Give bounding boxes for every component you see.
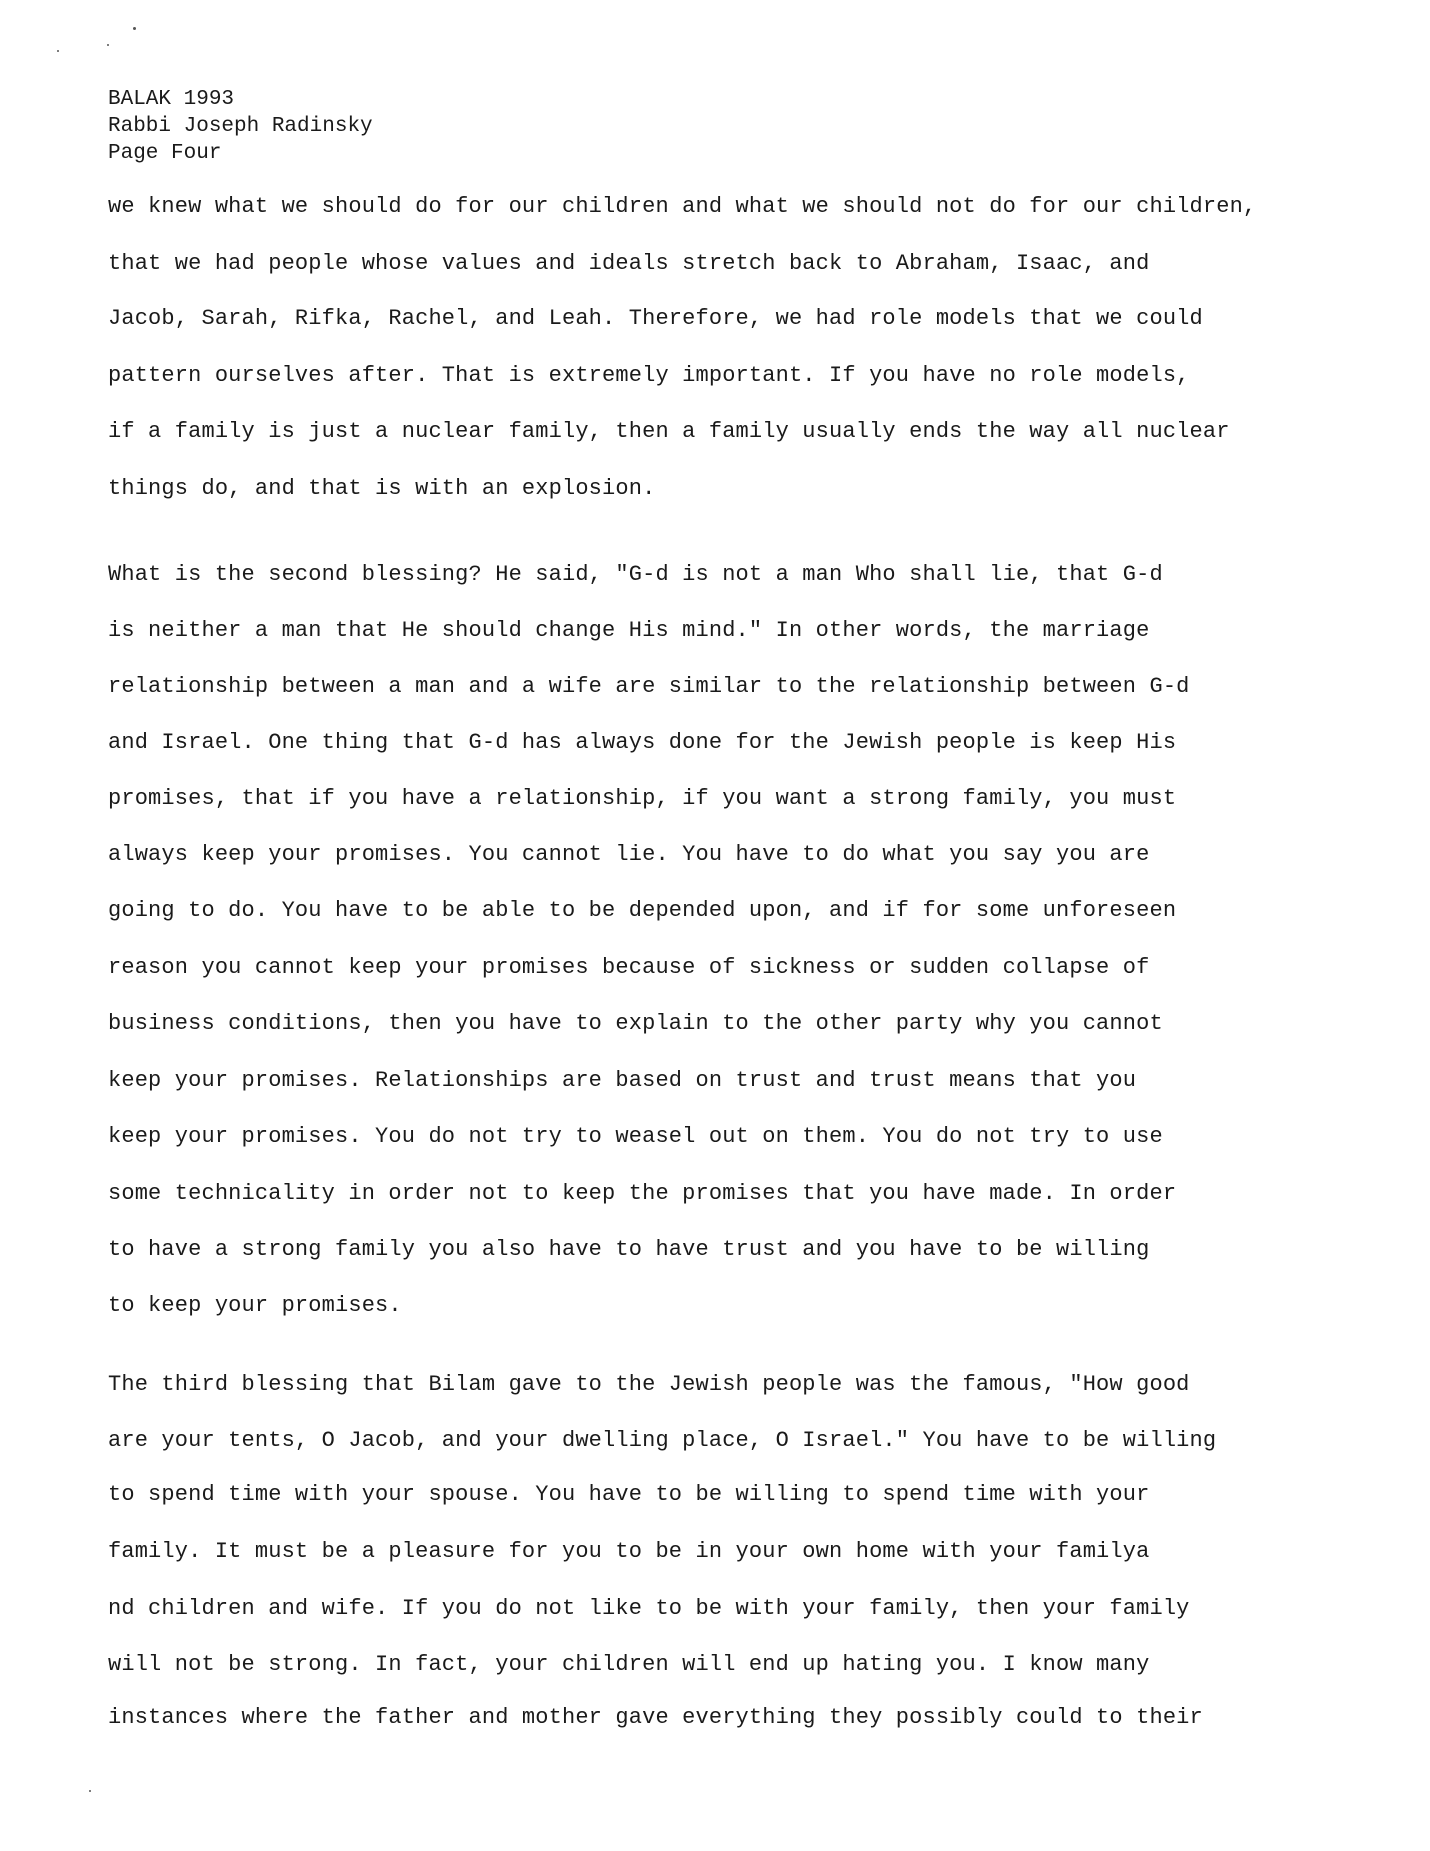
text-line: relationship between a man and a wife are similar to the relationship between G-d [108,674,1190,699]
text-line: going to do. You have to be able to be depended upon, and if for some unforeseen [108,898,1177,923]
text-line: business conditions, then you have to explain to the other party why you cannot [108,1011,1163,1036]
text-line: always keep your promises. You cannot lie. You have to do what you say you are [108,842,1150,867]
text-line: to have a strong family you also have to have trust and you have to be willing [108,1237,1150,1262]
text-line: to spend time with your spouse. You have to be willing to spend time with your [108,1482,1150,1507]
text-line: things do, and that is with an explosion. [108,476,656,501]
scan-speck [57,50,59,52]
text-line: keep your promises. You do not try to weasel out on them. You do not try to use [108,1124,1163,1149]
text-line: we knew what we should do for our children and what we should not do for our children, [108,194,1257,219]
scan-speck [133,27,136,30]
text-line: are your tents, O Jacob, and your dwelling place, O Israel." You have to be willing [108,1428,1217,1453]
text-line: some technicality in order not to keep the promises that you have made. In order [108,1181,1177,1206]
text-line: nd children and wife. If you do not like to be with your family, then your family [108,1596,1190,1621]
text-line: that we had people whose values and ideals stretch back to Abraham, Isaac, and [108,251,1150,276]
text-line: pattern ourselves after. That is extremely important. If you have no role models, [108,363,1190,388]
document-title: BALAK 1993 [108,88,235,111]
document-author: Rabbi Joseph Radinsky [108,115,373,138]
text-line: The third blessing that Bilam gave to the Jewish people was the famous, "How good [108,1372,1190,1397]
text-line: reason you cannot keep your promises because of sickness or sudden collapse of [108,955,1150,980]
scan-speck [89,1790,91,1792]
page-number: Page Four [108,142,222,165]
text-line: keep your promises. Relationships are based on trust and trust means that you [108,1068,1137,1093]
text-line: promises, that if you have a relationship, if you want a strong family, you must [108,786,1177,811]
text-line: Jacob, Sarah, Rifka, Rachel, and Leah. Therefore, we had role models that we could [108,306,1203,331]
scan-speck [107,44,109,46]
text-line: and Israel. One thing that G-d has always done for the Jewish people is keep His [108,730,1177,755]
text-line: What is the second blessing? He said, "G-d is not a man Who shall lie, that G-d [108,562,1163,587]
text-line: if a family is just a nuclear family, then a family usually ends the way all nuclear [108,419,1230,444]
document-header [108,86,373,167]
text-line: will not be strong. In fact, your children will end up hating you. I know many [108,1652,1150,1677]
text-line: family. It must be a pleasure for you to be in your own home with your familya [108,1539,1150,1564]
text-line: instances where the father and mother gave everything they possibly could to their [108,1705,1203,1730]
text-line: to keep your promises. [108,1293,402,1318]
text-line: is neither a man that He should change His mind." In other words, the marriage [108,618,1150,643]
